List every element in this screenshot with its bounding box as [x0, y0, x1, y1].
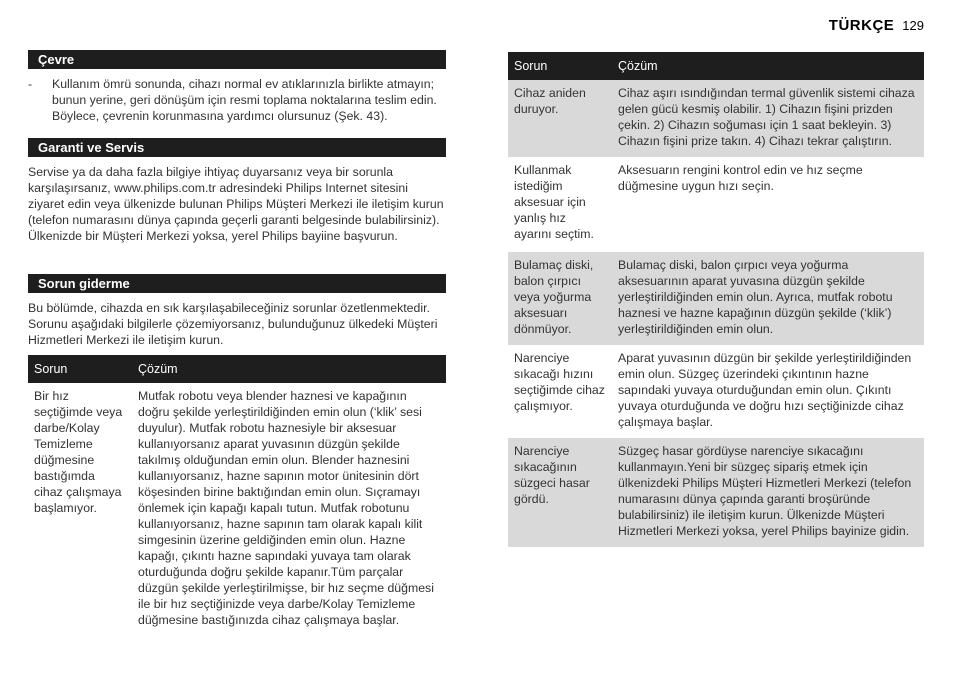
solution-cell: Bulamaç diski, balon çırpıcı veya yoğurma aksesuarının aparat yuvasına düzgün şekilde yerleştirildiğinden emin olun. Ayrıca, mutfak robotu haznesi ve hazne kapağının düzgün şekilde (‘klik’) yerleştirildiğinden emin olun. [612, 252, 924, 345]
table-row [508, 157, 924, 252]
language-title: TÜRKÇE [828, 17, 895, 34]
solution-cell: Süzgeç hasar gördüyse narenciye sıkacağını kullanmayın.Yeni bir süzgeç sipariş etmek için ülkenizdeki Philips Müşteri Hizmetleri Merkezi (telefon numarasını dünya çapında garanti broşüründe bulabilirsiniz) ile iletişim kurun. Ülkenizde Müşteri Hizmetleri Merkezi yoksa, yerel Philips bayinize gidin. [612, 438, 924, 547]
cevre-paragraph [28, 76, 446, 124]
column-header-sorun: Sorun [28, 355, 132, 383]
troubleshooting-table-right [508, 52, 924, 547]
table-row [508, 345, 924, 438]
column-header-cozum: Çözüm [612, 52, 924, 80]
section-header-cevre: Çevre [28, 50, 446, 69]
table-row [508, 252, 924, 345]
solution-cell: Mutfak robotu veya blender haznesi ve kapağının doğru şekilde yerleştirildiğinden emin olun (‘klik’ sesi duyulur). Mutfak robotu haznesiyle bir aksesuar kullanıyorsanız aparat yuvasının düzgün şekilde takılmış olduğundan emin olun. Blender haznesini kullanıyorsanız, hazne sapının motor ünitesinin dört köşesinden birine baktığından emin olun. Sıçramayı önlemek için kapağı kapalı tutun. Mutfak robotunu kullanıyorsanız, hazne sapının tam olarak kapalı kilit simgesinin üzerine geldiğinden emin olun. Hazne kapağı, çıkıntı hazne sapındaki yuvaya tam olarak oturduğunda doğru şekilde kapanır.Tüm parçalar düzgün şekilde yerleştirilmişse, bir hız seçme düğmesi ile bir hız seçtiğinizde veya darbe/Kolay Temizleme düğmesine bastığınızda cihaz çalışmaya başlar. [138, 389, 434, 627]
column-header-sorun: Sorun [508, 52, 612, 80]
column-header-cozum: Çözüm [132, 355, 446, 383]
table-header-row [508, 52, 924, 80]
problem-cell: Narenciye sıkacağının süzgeci hasar gördü. [508, 438, 612, 547]
problem-cell: Bir hız seçtiğimde veya darbe/Kolay Temizleme düğmesine bastığımda cihaz çalışmaya başlamıyor. [34, 389, 123, 515]
table-row [28, 383, 446, 636]
garanti-paragraph: Servise ya da daha fazla bilgiye ihtiyaç duyarsanız veya bir sorunla karşılaşırsanız, www.philips.com.tr adresindeki Philips Internet sitesini ziyaret edin veya ülkenizde bulunan Philips Müşteri Merkezi ile iletişim kurun (telefon numarasını dünya çapında geçerli garanti belgesinde bulabilirsiniz). Ülkenizde bir Müşteri Merkezi yoksa, yerel Philips bayiine başvurun. [28, 165, 444, 243]
table-row [508, 438, 924, 547]
solution-cell: Aksesuarın rengini kontrol edin ve hız seçme düğmesine uygun hızı seçin. [618, 163, 863, 193]
table-header-row [28, 355, 446, 383]
table-row [508, 80, 924, 157]
problem-cell: Bulamaç diski, balon çırpıcı veya yoğurma aksesuarı dönmüyor. [508, 252, 612, 345]
bullet-dash: - [28, 77, 33, 91]
problem-cell: Kullanmak istediğim aksesuar için yanlış hız ayarını seçtim. [514, 163, 594, 241]
section-header-garanti: Garanti ve Servis [28, 138, 446, 157]
cevre-text: Kullanım ömrü sonunda, cihazı normal ev atıklarınızla birlikte atmayın; bunun yerine, geri dönüşüm için resmi toplama noktalarına teslim edin. Böylece, çevrenin korunmasına yardımcı olursunuz (Şek. 43). [52, 77, 437, 123]
page-header [829, 17, 924, 34]
sorun-giderme-paragraph: Bu bölümde, cihazda en sık karşılaşabileceğiniz sorunlar özetlenmektedir. Sorunu aşağıdaki bilgilerle çözemiyorsanız, bulunduğunuz ülkedeki Müşteri Hizmetleri Merkezi ile iletişim kurun. [28, 301, 438, 347]
problem-cell: Cihaz aniden duruyor. [508, 80, 612, 157]
solution-cell: Aparat yuvasının düzgün bir şekilde yerleştirildiğinden emin olun. Süzgeç üzerindeki çıkıntının hazne sapındaki yuvaya oturduğundan emin olun. Çıkıntı yuvaya oturduğunda ve doğru hızı seçtiğinizde cihaz çalışmaya başlar. [618, 351, 912, 429]
solution-cell: Cihaz aşırı ısındığından termal güvenlik sistemi cihaza gelen gücü kesmiş olabilir. 1) Cihazın fişini prizden çekin. 2) Cihazın soğuması için 1 saat bekleyin. 3) Cihazın fişini prize takın. 4) Cihazı tekrar çalıştırın. [612, 80, 924, 157]
problem-cell: Narenciye sıkacağı hızını seçtiğimde cihaz çalışmıyor. [514, 351, 605, 413]
section-header-sorun-giderme: Sorun giderme [28, 274, 446, 293]
troubleshooting-table-left [28, 355, 446, 636]
page-number: 129 [902, 18, 924, 33]
